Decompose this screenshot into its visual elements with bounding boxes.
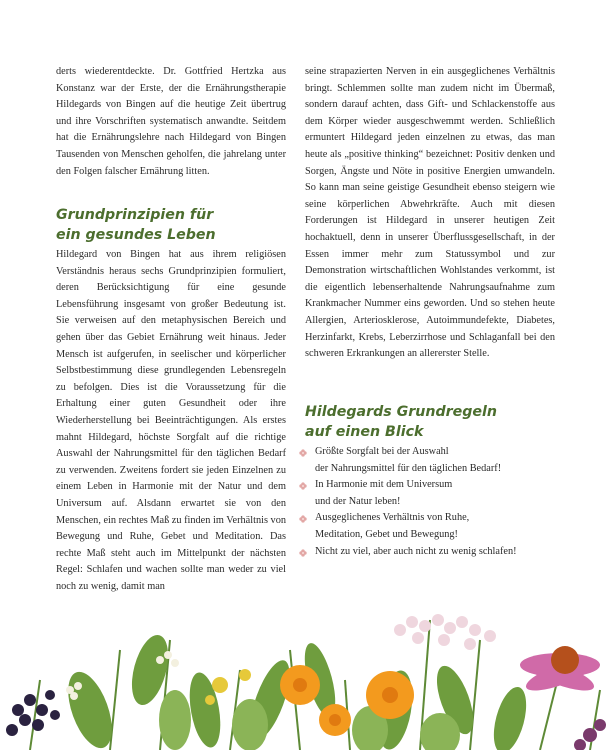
- heading-grundregeln: [305, 402, 555, 442]
- rules-list: [293, 444, 558, 560]
- rule-line: Ausgeglichenes Verhältnis von Ruhe,: [315, 512, 470, 524]
- rule-line: und der Natur leben!: [315, 495, 401, 507]
- rule-line: In Harmonie mit dem Universum: [315, 479, 453, 491]
- list-item: [293, 544, 558, 561]
- left-main-block: [56, 247, 286, 595]
- list-item: [293, 510, 558, 543]
- intro-paragraph: derts wiederentdeckte. Dr. Gottfried Hertzka aus Konstanz war der Erste, der die Ernährungstherapie Hildegards von Bingen auf die heutige Zeit übertrug und ihre Vorschriften systematisch anwandte. Seitdem hat die Ernährungslehre nach Hildegard von Bingen Tausenden von Menschen geholfen, die jahrelang unter den Folgen falscher Ernährung litten.: [56, 66, 286, 177]
- list-item: [293, 444, 558, 477]
- rule-line: Größte Sorgfalt bei der Auswahl: [315, 446, 449, 457]
- flower-border-image: [0, 560, 610, 750]
- heading-grundregeln-line2: auf einen Blick: [305, 424, 424, 440]
- main-paragraph: Hildegard von Bingen hat aus ihrem religiösen Verständnis heraus sechs Grundprinzipien formuliert, deren Berücksichtigung für eine gesunde Lebensführung insgesamt von großer Bedeutung ist. Sie verweisen auf den metaphysischen Bereich und gehen über das Gebiet Ernährung weit hinaus. Jeder Mensch ist aufgerufen, in seelischer und körperlicher Selbstbestimmung diese grundlegenden Lebensregeln zu befolgen. Dies ist die Voraussetzung für die Erhaltung einer guten Gesundheit oder ihre Wiederherstellung bei Beeinträchtigungen. Als erstes mahnt Hildegard, höchste Sorgfalt auf die richtige Auswahl der Nahrungsmittel für den täglichen Bedarf zu verwenden. Zweitens fordert sie jeden Einzelnen zu einem Leben in Harmonie mit der Natur und dem Universum auf. Alsdann erwartet sie von den Menschen, ein rechtes Maß zu finden im Verhältnis von Bewegung und Ruhe, Gebet und Meditation. Das rechte Maß steht auch im Mittelpunkt der nächsten Regel: Schlafen und wachen sollte man weder zu viel noch zu wenig, damit man: [56, 249, 287, 592]
- list-item: [293, 477, 558, 510]
- left-intro-block: [56, 64, 286, 180]
- flower-bullet-icon: [299, 449, 307, 457]
- heading-grundprinzipien-line2: ein gesundes Leben: [56, 227, 216, 243]
- heading-grundprinzipien-line1: Grundprinzipien für: [56, 207, 214, 223]
- flower-bullet-icon: [299, 515, 307, 523]
- heading-grundregeln-line1: Hildegards Grundregeln: [305, 404, 498, 420]
- rule-line: der Nahrungsmittel für den täglichen Bedarf!: [315, 462, 502, 474]
- right-text-block: [305, 64, 555, 363]
- right-paragraph: seine strapazierten Nerven in ein ausgeglichenes Verhältnis bringt. Schlemmen sollte man zudem nicht im Übermaß, sondern darauf achten, dass Gift- und Schlackenstoffe aus dem Körper wieder ausgeschwemmt werden. Schließlich ermuntert Hildegard jeden einzelnen zu etwas, das man heute als „positive thinking“ bezeichnet: Positiv denken und Sorgen, Ängste und Nöte in positive Energien umwandeln. So kann man seine geistige Gesundheit ebenso steigern wie seine körperlichen Abwehrkräfte. Auch mit diesen Forderungen ist Hildegard in unserer heutigen Zeit hochaktuell, denn in unserer Überflussgesellschaft, in der Essen immer mehr zum Statussymbol und zur Demonstration wirtschaftlichen Wohlstandes verkommt, ist die eigentlich lebenserhaltende Nahrungsaufnahme zum Krankmacher Nummer eins geworden. Und so stehen heute Allergien, Arteriosklerose, Autoimmundefekte, Diabetes, Herzinfarkt, Krebs, Leberzirrhose und Schlaganfall bei den schweren Erkrankungen an allererster Stelle.: [305, 66, 555, 360]
- rule-line: Meditation, Gebet und Bewegung!: [315, 528, 458, 540]
- heading-grundprinzipien: [56, 205, 286, 245]
- flower-bullet-icon: [299, 482, 307, 490]
- flower-bullet-icon: [299, 549, 307, 557]
- rule-line: Nicht zu viel, aber auch nicht zu wenig schlafen!: [315, 545, 517, 557]
